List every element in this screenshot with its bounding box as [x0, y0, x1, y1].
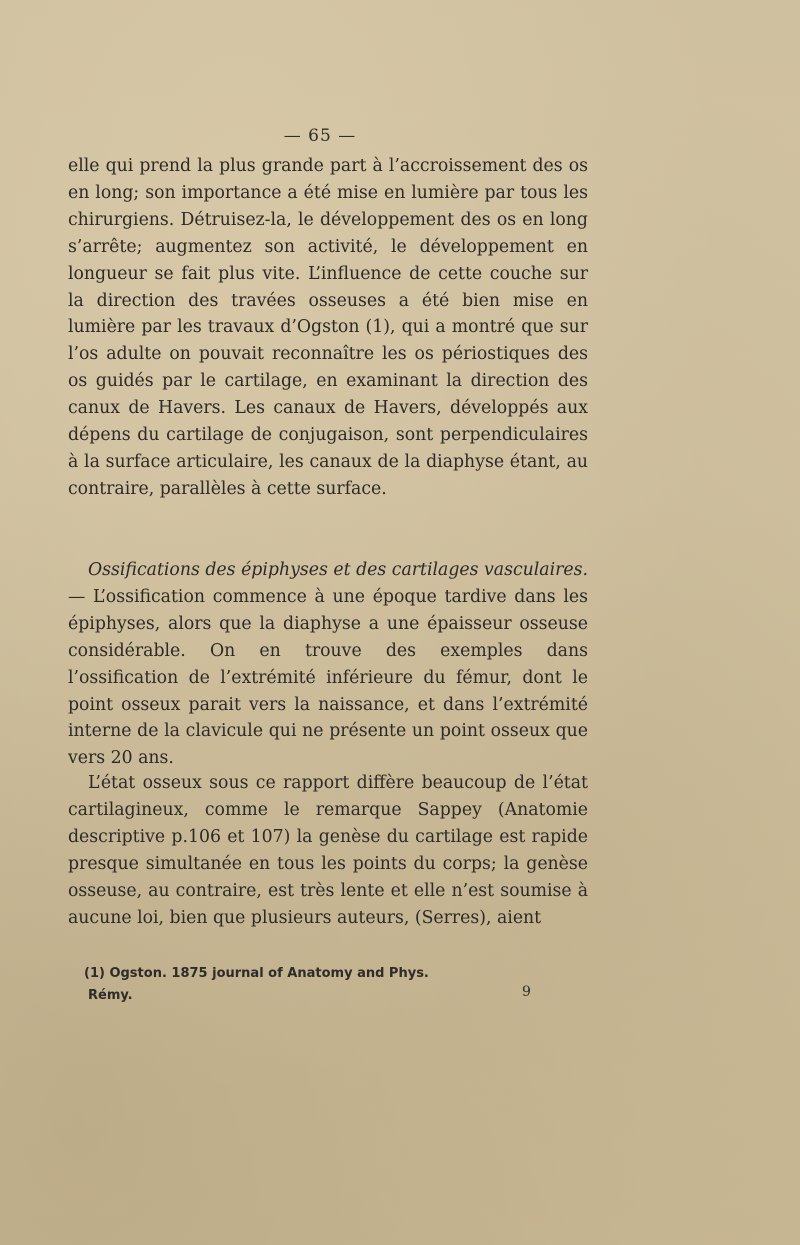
footnote: (1) Ogston. 1875 journal of Anatomy and Phys. [84, 966, 429, 981]
sheet-number: 9 [522, 984, 531, 1000]
paragraph-2 [68, 557, 588, 772]
paragraph-1: elle qui prend la plus grande part à l’accroissement des os en long; son importance a été mise en lumière par tous les chirurgiens. Détruisez-la, le développement des os en long s’arrête; augmentez son activité, le développement en longueur se fait plus vite. L’influence de cette couche sur la direction des travées osseuses a été bien mise en lumière par les travaux d’Ogston (1), qui a montré que sur l’os adulte on pouvait reconnaître les os périostiques des os guidés par le cartilage, en examinant la direction des canux de Havers. Les canaux de Havers, développés aux dépens du cartilage de conjugaison, sont perpendiculaires à la surface articulaire, les canaux de la diaphyse étant, au contraire, parallèles à cette surface. [68, 156, 588, 499]
paragraph-2-text: — L’ossification commence à une époque tardive dans les épiphyses, alors que la diaphyse a une épaisseur osseuse considérable. On en trouve des exemples dans l’ossification de l’extrémité inférieure du fémur, dont le point osseux parait vers la naissance, et dans l’extrémité interne de la clavicule qui ne présente un point osseux que vers 20 ans. [68, 586, 588, 769]
signature: Rémy. [88, 988, 133, 1003]
section-heading: Ossifications des épiphyses et des cartilages vasculaires. [88, 560, 588, 580]
paragraph-3: L’état osseux sous ce rapport diffère beaucoup de l’état cartilagineux, comme le remarque Sappey (Anatomie descriptive p.106 et 107) la genèse du cartilage est rapide presque simultanée en tous les points du corps; la genèse osseuse, au contraire, est très lente et elle n’est soumise à aucune loi, bien que plusieurs auteurs, (Serres), aient [68, 773, 588, 928]
page-number: — 65 — [283, 126, 357, 146]
